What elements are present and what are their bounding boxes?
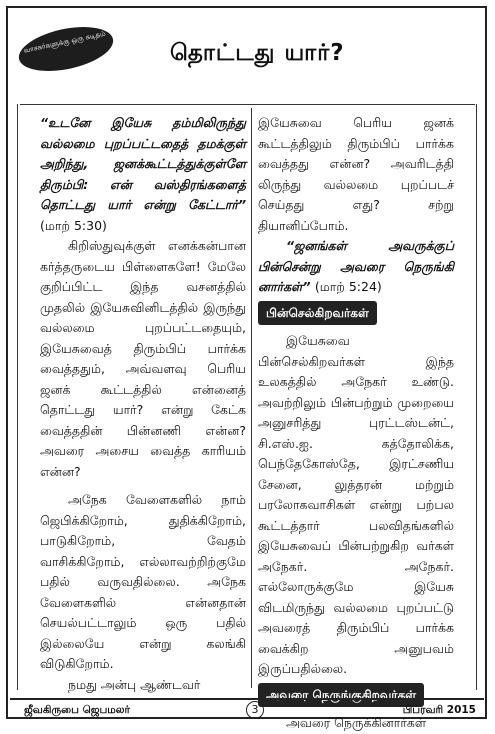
paragraph: அநேக வேளைகளில் நாம் ஜெபிக்கிறோம், துதிக்கிறோம், பாடுகிறோம், வேதம் வாசிக்கிறோம், எல்லாவற்றிற்குமே பதில் வருவதில்லை. அநேக வேளைகளில் என்னதான் செயல்பட்டாலும் ஒரு பதில் இல்லையே என்று கலங்கி விடுகிறோம். <box>40 492 246 671</box>
scripture-quote <box>258 236 454 298</box>
column-divider <box>251 108 252 688</box>
quote-text: “உடனே இயேசு தம்மிலிருந்து வல்லமை புறப்பட்டதைத் தமக்குள் அறிந்து, ஜனக்கூட்டத்துக்குள்ளே திரும்பி: என் வஸ்திரங்களைத் தொட்டது யார் என்று கேட்டார்” <box>40 115 246 212</box>
scripture-quote <box>40 113 246 236</box>
right-rule <box>476 104 477 690</box>
left-column <box>40 113 246 695</box>
page-title: தொட்டது யார்? <box>170 40 345 66</box>
paragraph: அவரை நெருக்கினார்கள் <box>286 715 427 730</box>
page-number: 3 <box>246 701 264 719</box>
magazine-name: ஜீவகிருபை ஜெபமலர் <box>24 704 130 716</box>
quote-reference: (மாற் 5:24) <box>314 279 382 294</box>
section-heading: பின்செல்கிறவர்கள் <box>258 301 377 326</box>
section-heading: அவரை நெருங்குகிறவர்கள் <box>258 683 424 708</box>
page-footer <box>10 698 484 720</box>
left-rule <box>17 104 18 690</box>
top-rule <box>20 104 475 105</box>
badge-text: வாசகர்களுக்கு ஒரு கடிதம் <box>22 29 107 55</box>
issue-date: பிப்ரவரி 2015 <box>402 704 476 716</box>
right-column <box>258 113 454 734</box>
paragraph: இயேசுவை பின்செல்கிறவர்கள் இந்த உலகத்தில் அநேகர் உண்டு. அவற்றிலும் பின்பற்றும் முறையை அனுசரித்து புரட்டஸ்டன்ட், சி.எஸ்.ஐ. கத்தோலிக்க, பெந்தேகோஸ்தே, இரட்சணிய சேனை, லுத்தரன் மற்றும் பரலோகவாசிகள் என்று பற்பல கூட்டத்தார் பலவிதங்களில் இயேசுவைப் பின்பற்றுகிற வர்கள் அநேகர். அநேகர். எல்லோருக்குமே இயேசு விடமிருந்து வல்லமை புறப்பட்டு அவரைத் திரும்பிப் பார்க்க வைக்கிற அனுபவம் இருப்பதில்லை. <box>258 333 454 676</box>
quote-text: “ஜனங்கள் அவருக்குப் பின்சென்று அவரை நெருங்கி னார்கள்” <box>258 238 454 294</box>
paragraph: நமது அன்பு ஆண்டவர் <box>68 676 201 692</box>
quote-reference: (மாற் 5:30) <box>40 217 107 233</box>
paragraph: இயேசுவை பெரிய ஜனக் கூட்டத்திலும் திரும்பிப் பார்க்க வைத்தது என்ன? அவரிடத்தி லிருந்து வல்லமை புறப்படச் செய்தது எது? சற்று தியானிப்போம். <box>258 115 454 233</box>
paragraph: கிறிஸ்துவுக்குள் எனக்கன்பான கர்த்தருடைய பிள்ளைகளே! மேலே குறிப்பிட்ட இந்த வசனத்தில் முதலில் இயேசுவினிடத்தில் இருந்து வல்லமை புறப்பட்டதையும், இயேசுவைத் திரும்பிப் பார்க்க வைத்ததும், அவ்வளவு பெரிய ஜனக் கூட்டத்தில் என்னைத் தொட்டது யார்? என்று கேட்க வைத்ததின் பின்னணி என்ன? அவரை அசைய வைத்த காரியம் என்ன? <box>40 238 246 479</box>
